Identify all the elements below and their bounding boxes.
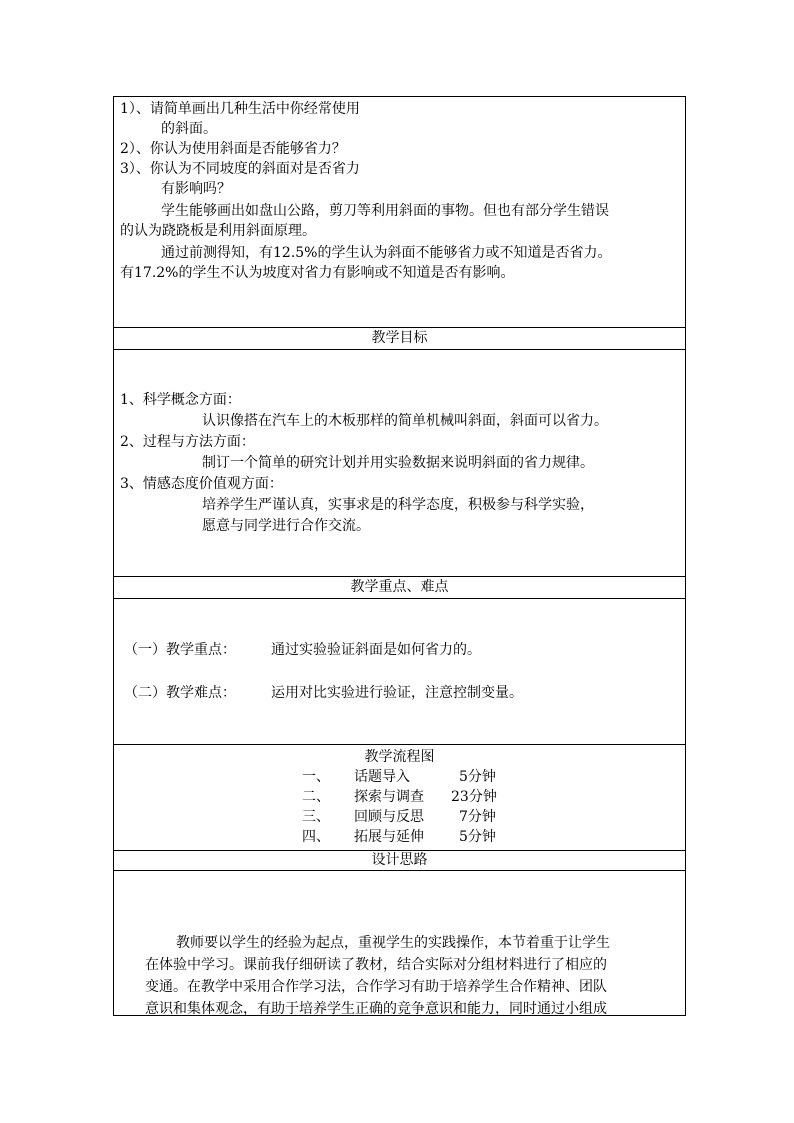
flow-heading: 教学流程图 bbox=[364, 749, 435, 765]
goal-1-title: 1、科学概念方面： bbox=[120, 392, 241, 408]
design-line-1: 教师要以学生的经验为起点，重视学生的实践操作，本节着重于让学生 bbox=[176, 935, 610, 951]
keypoint-2-label: （二）教学难点： bbox=[124, 685, 236, 701]
keypoint-1-text: 通过实验验证斜面是如何省力的。 bbox=[271, 642, 481, 658]
goals-heading-row bbox=[114, 328, 685, 350]
flow-step-4-num: 四、 bbox=[302, 829, 330, 845]
flow-step-1-time: 5分钟 bbox=[459, 769, 496, 785]
keypoints-section bbox=[114, 599, 685, 745]
design-line-2: 在体验中学习。课前我仔细研读了教材，结合实际对分组材料进行了相应的 bbox=[145, 957, 607, 973]
design-heading-row bbox=[114, 851, 685, 871]
design-heading: 设计思路 bbox=[371, 852, 428, 868]
goal-3-text-cont: 愿意与同学进行合作交流。 bbox=[202, 518, 370, 534]
survey-finding-1: 学生能够画出如盘山公路，剪刀等利用斜面的事物。但也有部分学生错误 bbox=[161, 203, 609, 219]
goal-2-title: 2、过程与方法方面： bbox=[120, 434, 255, 450]
keypoint-2-text: 运用对比实验进行验证，注意控制变量。 bbox=[271, 685, 523, 701]
survey-question-3: 3）、你认为不同坡度的斜面对是否省力 bbox=[120, 161, 360, 177]
design-line-3: 变通。在教学中采用合作学习法，合作学习有助于培养学生合作精神、团队 bbox=[145, 979, 607, 995]
flow-step-3-num: 三、 bbox=[302, 809, 330, 825]
flow-step-1-name: 话题导入 bbox=[354, 769, 410, 785]
survey-question-1: 1）、请简单画出几种生活中你经常使用 bbox=[120, 101, 360, 117]
goal-2-text: 制订一个简单的研究计划并用实验数据来说明斜面的省力规律。 bbox=[202, 455, 594, 471]
flow-step-4-name: 拓展与延伸 bbox=[354, 829, 424, 845]
goals-section bbox=[114, 350, 685, 577]
flow-step-2-name: 探索与调查 bbox=[354, 789, 424, 805]
goal-1-text: 认识像搭在汽车上的木板那样的简单机械叫斜面，斜面可以省力。 bbox=[202, 413, 608, 429]
flow-step-4-time: 5分钟 bbox=[459, 829, 496, 845]
lesson-plan-table bbox=[113, 96, 686, 1016]
survey-finding-1-cont: 的认为跷跷板是利用斜面原理。 bbox=[120, 223, 316, 239]
flow-step-2-time: 23分钟 bbox=[451, 789, 497, 805]
survey-question-1-cont: 的斜面。 bbox=[161, 121, 217, 137]
goal-3-title: 3、情感态度价值观方面： bbox=[120, 476, 283, 492]
design-section bbox=[114, 871, 685, 1015]
flow-step-3-name: 回顾与反思 bbox=[354, 809, 424, 825]
flow-step-2-num: 二、 bbox=[302, 789, 330, 805]
survey-finding-2: 通过前测得知，有12.5%的学生认为斜面不能够省力或不知道是否省力。 bbox=[161, 245, 612, 261]
goals-heading: 教学目标 bbox=[371, 330, 428, 346]
flow-step-1-num: 一、 bbox=[302, 769, 330, 785]
goal-3-text: 培养学生严谨认真，实事求是的科学态度，积极参与科学实验， bbox=[202, 497, 594, 513]
survey-finding-2-cont: 有17.2%的学生不认为坡度对省力有影响或不知道是否有影响。 bbox=[120, 265, 515, 281]
keypoint-1-label: （一）教学重点： bbox=[124, 642, 236, 658]
survey-section bbox=[114, 97, 685, 328]
keypoints-heading: 教学重点、难点 bbox=[350, 579, 449, 595]
keypoints-heading-row bbox=[114, 577, 685, 599]
flow-step-3-time: 7分钟 bbox=[459, 809, 496, 825]
survey-question-3-cont: 有影响吗？ bbox=[161, 181, 231, 197]
survey-question-2: 2）、你认为使用斜面是否能够省力？ bbox=[120, 141, 346, 157]
design-line-4: 意识和集体观念，有助于培养学生正确的竞争意识和能力，同时通过小组成 bbox=[145, 1001, 607, 1017]
flow-section bbox=[114, 745, 685, 851]
